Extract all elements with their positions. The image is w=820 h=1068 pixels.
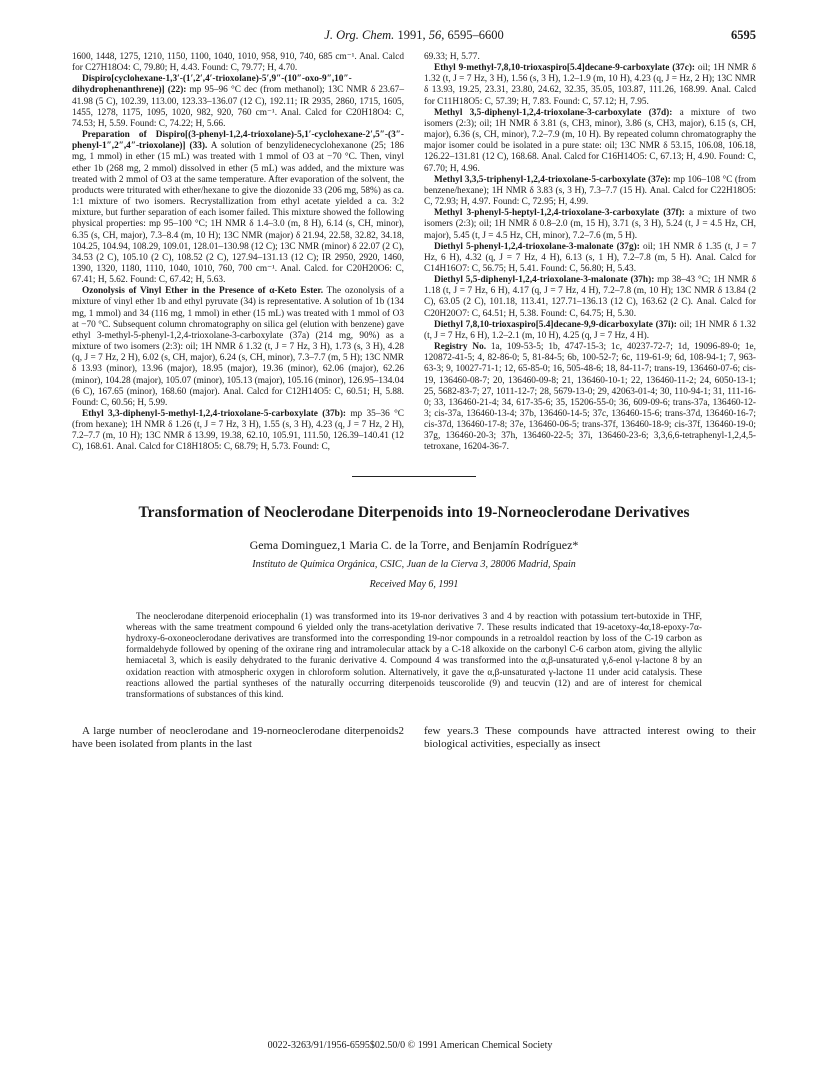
introduction-columns [72, 725, 756, 751]
journal-pages: 6595–6600 [447, 28, 504, 42]
intro-right-column [424, 725, 756, 751]
compound-heading: Methyl 3,5-diphenyl-1,2,4-trioxolane-3-carboxylate (37d): [434, 107, 673, 118]
intro-paragraph-right: few years.3 These compounds have attracted interest owing to their biological activities, especially as insect [424, 725, 756, 751]
abstract: The neoclerodane diterpenoid eriocephalin (1) was transformed into its 19-nor derivatives 3 and 4 by reaction with potassium tert-butoxide in THF, whereas with the same treatment compound 6 yielded only the trans-acetylation derivative 7. These results indicated that 19-acetoxy-4α,18-epoxy-7α-hydroxy-6-oxoneoclerodane derivatives are transformed into the corresponding 19-nor compounds in a retroaldol reaction by loss of the C-19 carbon as formaldehyde followed by opening of the oxirane ring and intramolecular attack by a C-18 alkoxide on the carbonyl C-6 carbon atom, giving the allylic hemiacetal 3, which is easily dehydrated to the furanic derivative 4. Compound 4 was transformed into the α,β-unsaturated γ,δ-enol γ-lactone 8 by an oxidation reaction with atmospheric oxygen in chloroform solution. Alternatively, it gave the α,β-unsaturated γ-lactone 11 under acid catalysis. These reactions allowed the partial syntheses of the naturally occurring diterpenoids teuscorolide (9) and teucvin (12) and are of interest for chemical transformations of substances of this kind. [126, 611, 702, 701]
experimental-paragraph [424, 108, 756, 175]
compound-heading: Diethyl 5-phenyl-1,2,4-trioxolane-3-malonate (37g): [434, 241, 640, 252]
running-header [72, 28, 756, 46]
compound-heading: Ethyl 9-methyl-7,8,10-trioxaspiro[5.4]decane-9-carboxylate (37c): [434, 63, 696, 74]
section-divider [352, 476, 476, 477]
compound-heading: Diethyl 7,8,10-trioxaspiro[5.4]decane-9,9-dicarboxylate (37i): [434, 319, 677, 330]
paragraph-text: mp 38–43 °C; 1H NMR δ 1.18 (t, J = 7 Hz, 6 H), 4.17 (q, J = 7 Hz, 4 H), 7.2–7.8 (m, 10 H); 13C NMR δ 13.84 (2 C), 63.05 (2 C), 101.18, 113.41, 127.71–136.13 (12 C), 163.62 (2 C). Anal. Calcd for C20H20O7: C, 64.51; H, 5.38. Found: C, 64.75; H, 5.30. [424, 275, 756, 319]
paragraph-text: mp 95–96 °C dec (from methanol); 13C NMR δ 23.67–41.98 (5 C), 102.39, 113.00, 123.33–136.07 (12 C), 192.11; IR 2935, 2860, 1715, 1605, 1455, 1278, 1175, 1095, 1020, 982, 920, 760 cm⁻¹. Anal. Calcd for C20H18O4: C, 74.53; H, 5.59. Found: C, 74.22; H, 5.66. [72, 85, 404, 129]
paragraph-text: a mixture of two isomers (2:3); oil; 1H NMR δ 3.81 (s, CH3, minor), 3.86 (s, CH3, major), 6.15 (s, CH, major), 6.36 (s, CH, minor), 7.2–7.9 (m, 10 H). By repeated column chromatography the major isomer could be isolated in a pure state: oil; 13C NMR δ 53.15, 106.08, 106.18, 126.22–131.81 (12 C), 168.68. Anal. Calcd for C16H14O5: C, 67.13; H, 4.90. Found: C, 67.70; H, 4.96. [424, 107, 756, 174]
experimental-paragraph [424, 208, 756, 241]
experimental-paragraph [72, 286, 404, 409]
journal-citation: J. Org. Chem. 1991, 56, 6595–6600 [324, 28, 504, 42]
journal-name: J. Org. Chem. [324, 28, 395, 42]
compound-heading: Preparation of Dispiro[(3-phenyl-1,2,4-trioxolane)-5,1′-cyclohexane-2′,5″-(3″-phenyl-1″,2″,4″-trioxolane)] (33). [72, 130, 404, 152]
paragraph-text: 1600, 1448, 1275, 1210, 1150, 1100, 1040, 1010, 958, 910, 740, 685 cm⁻¹. Anal. Calcd for C27H18O4: C, 79.80; H, 4.43. Found: C, 79.77; H, 4.70. [72, 52, 404, 74]
experimental-paragraph [424, 175, 756, 208]
paragraph-text: 69.33; H, 5.77. [424, 52, 480, 62]
experimental-paragraph [72, 52, 404, 74]
right-column [424, 52, 756, 454]
experimental-paragraph [424, 242, 756, 275]
article-affiliation: Instituto de Química Orgánica, CSIC, Juan de la Cierva 3, 28006 Madrid, Spain [252, 558, 576, 570]
article-authors: Gema Dominguez,1 Maria C. de la Torre, and Benjamín Rodríguez* [249, 537, 579, 552]
paragraph-text: oil; 1H NMR δ 1.32 (t, J = 7 Hz, 6 H), 1.2–2.1 (m, 10 H), 4.25 (q, J = 7 Hz, 4 H). [424, 319, 756, 341]
paragraph-text: The ozonolysis of a mixture of vinyl ether 1b and ethyl pyruvate (34) is representative. A solution of 1b (134 mg, 1 mmol) and 34 (116 mg, 1 mmol) in ether (15 mL) was treated with 1 mmol of O3 at −70 °C. Subsequent column chromatography on silica gel (elution with benzene) gave ethyl 3-methyl-5-phenyl-1,2,4-trioxolane-3-carboxylate (37a) (214 mg, 90%) as a mixture of two isomers (2:3): oil; 1H NMR δ 1.32 (t, J = 7 Hz, 3 H), 1.73 (s, 3 H), 4.28 (q, J = 7 Hz, 2 H), 6.02 (s, CH, major), 6.24 (s, CH, minor), 7.3–7.7 (m, 5 H); 13C NMR δ 13.93 (minor), 13.96 (major), 18.95 (major), 19.36 (minor), 62.06 (major), 62.26 (minor), 104.28 (major), 105.07 (minor), 105.13 (major), 105.16 (minor), 126.95–134.04 (6 C), 167.65 (minor), 168.60 (major). Anal. Calcd for C12H14O5: C, 60.51; H, 5.88. Found: C, 60.56; H, 5.99. [72, 286, 404, 408]
left-column [72, 52, 404, 454]
compound-heading: Methyl 3,3,5-triphenyl-1,2,4-trioxolane-5-carboxylate (37e): [434, 174, 671, 185]
compound-heading: Diethyl 5,5-diphenyl-1,2,4-trioxolane-3-malonate (37h): [434, 275, 655, 286]
experimental-paragraph [72, 409, 404, 454]
experimental-paragraph [424, 52, 756, 63]
paragraph-text: mp 106–108 °C (from benzene/hexane); 1H NMR δ 3.83 (s, 3 H), 7.3–7.7 (15 H). Anal. Calcd for C22H18O5: C, 72.93; H, 4.97. Found: C, 72.95; H, 4.99. [424, 174, 756, 208]
journal-volume: 56 [428, 28, 442, 42]
paragraph-text: 1a, 109-53-5; 1b, 4747-15-3; 1c, 40237-72-7; 1d, 19096-89-0; 1e, 120872-41-5; 4, 82-86-0; 5, 81-84-5; 6b, 100-52-7; 6c, 119-61-9; 6d, 108-94-1; 7, 963-63-3; 9, 10027-71-1; 12, 65-85-0; 16, 505-48-6; 18, 84-11-7; trans-19, 136460-07-6; cis-19, 136460-08-7; 20, 136460-09-8; 21, 136460-10-1; 22, 136460-11-2; 24, 6050-13-1; 25, 5682-83-7; 27, 1011-12-7; 28, 5679-13-0; 29, 42063-01-4; 30, 110-94-1; 31, 111-16-0; 33, 136460-21-4; 34, 617-35-6; 35, 15206-55-0; 36, 609-09-6; trans-37a, 136460-12-3; cis-37a, 136460-13-4; 37b, 136460-14-5; 37c, 136460-15-6; trans-37d, 136460-16-7; cis-37d, 136460-17-8; 37e, 136460-06-5; trans-37f, 136460-18-9; cis-37f, 136460-19-0; 37g, 136460-20-3; 37h, 136460-22-5; 37i, 136460-23-6; 3,3,6,6-tetraphenyl-1,2,4,5-tetroxane, 16204-36-7. [424, 342, 756, 453]
compound-heading: Ozonolysis of Vinyl Ether in the Presence of α-Keto Ester. [82, 286, 324, 297]
paragraph-text: a mixture of two isomers (2:3); oil; 1H NMR δ 0.8–2.0 (m, 15 H), 3.71 (s, 3 H), 5.24 (t, J = 4.5 Hz, CH, major), 5.45 (t, J = 4.5 Hz, CH, minor), 7.2–7.6 (m, 5 H). [424, 208, 756, 241]
received-date: Received May 6, 1991 [369, 578, 459, 590]
paragraph-text: A solution of benzylidenecyclohexanone (25; 186 mg, 1 mmol) in ether (15 mL) was treated with 1 mmol of O3 at −70 °C. Then, vinyl ether 1b (268 mg, 2 mmol) dissolved in ether (5 mL) was added, and the mixture was treated with 2 mmol of O3 at the same temperature. After evaporation of the solvent, the products were triturated with ether/hexane to give the diozonide 33 (206 mg, 58%) as ca. 1:1 mixture of two isomers. Recrystallization from ethyl acetate yielded a ca. 3:2 mixture, but further separation of each isomer failed. This mixture showed the following physical properties: mp 95–100 °C; 1H NMR δ 1.4–3.0 (m, 8 H), 6.14 (s, CH, minor), 6.35 (s, CH, major), 7.3–8.4 (m, 10 H); 13C NMR (major) δ 21.94, 22.58, 32.82, 34.18, 104.25, 104.94, 108.29, 109.01, 128.01–130.98 (12 C); 13C NMR (minor) δ 22.07 (2 C), 34.53 (2 C), 105.10 (2 C), 108.52 (2 C), 127.94–131.13 (12 C); IR 2950, 2920, 1460, 1390, 1320, 1180, 1110, 1040, 1010, 760, 700 cm⁻¹. Anal. Calcd. for C20H20O6: C, 67.41; H, 5.62. Found: C, 67.42; H, 5.63. [72, 141, 404, 286]
compound-heading: Registry No. [434, 342, 487, 353]
copyright-footer: 0022-3263/91/1956-6595$02.50/0 © 1991 American Chemical Society [267, 1040, 553, 1051]
intro-left-column [72, 725, 404, 751]
experimental-columns [72, 52, 756, 454]
compound-heading: Methyl 3-phenyl-5-heptyl-1,2,4-trioxolane-3-carboxylate (37f): [434, 208, 685, 219]
paragraph-text: oil; 1H NMR δ 1.32 (t, J = 7 Hz, 3 H), 1.56 (s, 3 H), 1.2–1.9 (m, 10 H), 4.23 (q, J = Hz, 2 H); 13C NMR δ 13.93, 19.25, 23.31, 23.80, 24.62, 32.35, 35.05, 103.87, 111.26, 168.99. Anal. Calcd for C11H18O5: C, 57.39; H, 7.83. Found: C, 57.12; H, 7.95. [424, 63, 756, 107]
journal-year: 1991 [397, 28, 423, 42]
paragraph-text: mp 35–36 °C (from hexane); 1H NMR δ 1.26 (t, J = 7 Hz, 3 H), 1.55 (s, 3 H), 4.23 (q, J = 7 Hz, 2 H), 7.2–7.7 (m, 10 H); 13C NMR δ 13.99, 19.38, 62.10, 105.91, 111.50, 126.39–140.41 (12 C), 168.61. Anal. Calcd for C18H18O5: C, 68.79; H, 5.73. Found: C, [72, 409, 405, 453]
intro-paragraph-left: A large number of neoclerodane and 19-norneoclerodane diterpenoids2 have been isolated from plants in the last [72, 725, 404, 751]
experimental-paragraph [72, 74, 404, 130]
experimental-paragraph [424, 342, 756, 454]
experimental-paragraph [72, 130, 404, 286]
paragraph-text: oil; 1H NMR δ 1.35 (t, J = 7 Hz, 6 H), 4.32 (q, J = 7 Hz, 4 H), 6.13 (s, 1 H), 7.2–7.8 (m, 5 H). Anal. Calcd for C14H16O7: C, 56.75; H, 5.41. Found: C, 56.80; H, 5.43. [424, 241, 756, 274]
experimental-paragraph [424, 320, 756, 342]
compound-heading: Dispiro[cyclohexane-1,3′-(1′,2′,4′-trioxolane)-5′,9″-(10″-oxo-9″,10″-dihydrophenanthrene)] (22): [72, 74, 352, 96]
page-number: 6595 [731, 28, 756, 42]
compound-heading: Ethyl 3,3-diphenyl-5-methyl-1,2,4-trioxolane-5-carboxylate (37b): [82, 409, 347, 419]
experimental-paragraph [424, 63, 756, 108]
experimental-paragraph [424, 275, 756, 320]
article-title: Transformation of Neoclerodane Diterpenoids into 19-Norneoclerodane Derivatives [138, 503, 690, 521]
